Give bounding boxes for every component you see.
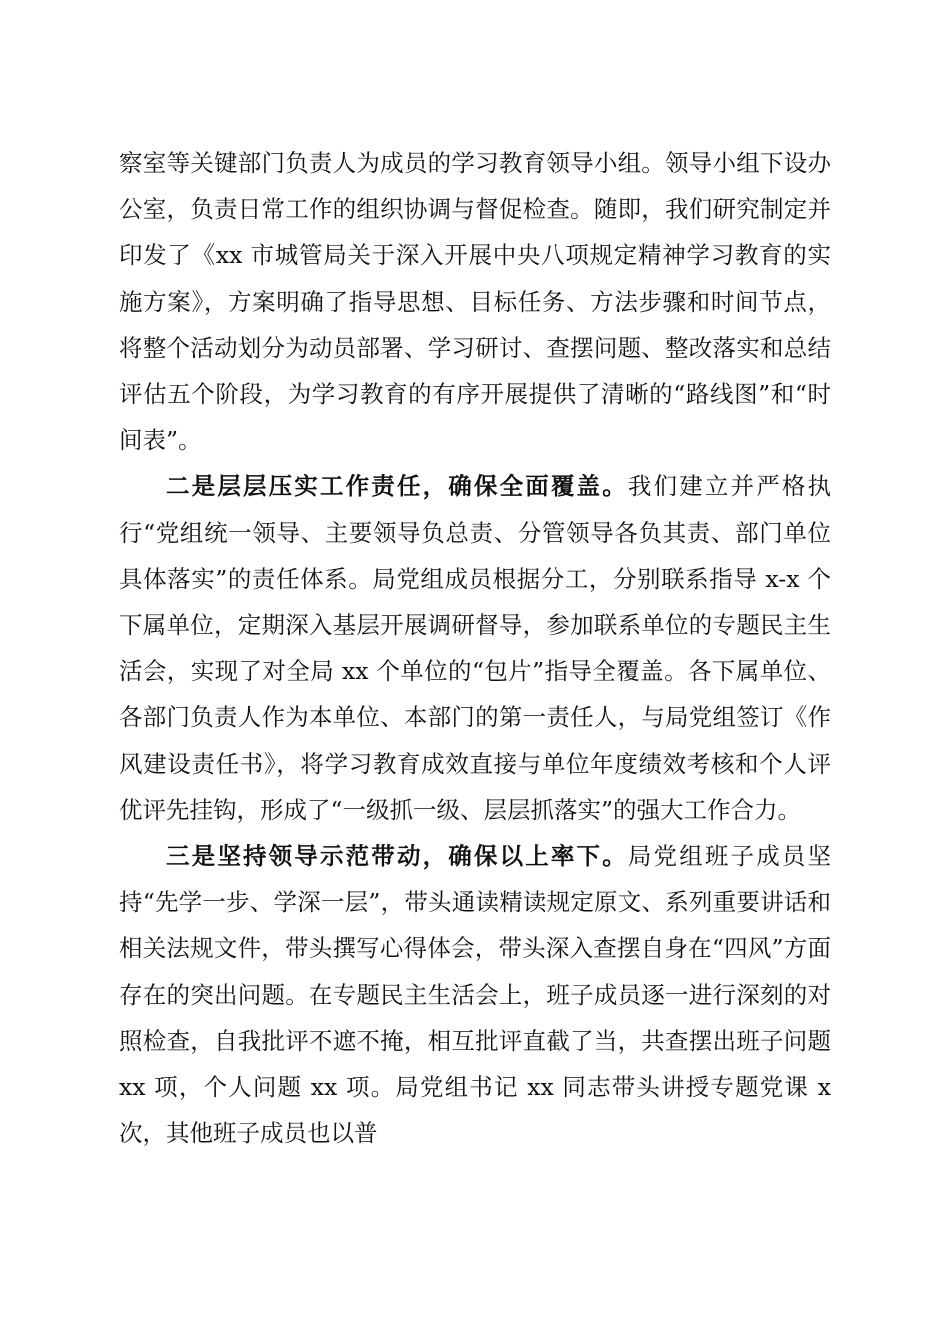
document-body [119, 140, 831, 1156]
paragraph-heading: 三是坚持领导示范带动，确保以上率下。 [166, 842, 628, 871]
paragraph-text: 察室等关键部门负责人为成员的学习教育领导小组。领导小组下设办公室，负责日常工作的组织协调与督促检查。随即，我们研究制定并印发了《xx 市城管局关于深入开展中央八项规定精神学习教育的实施方案》，方案明确了指导思想、目标任务、方法步骤和时间节点，将整个活动划分为动员部署、学习研讨、查摆问题、整改落实和总结评估五个阶段，为学习教育的有序开展提供了清晰的“路线图”和“时间表”。 [119, 149, 831, 455]
paragraph-leading-group [119, 140, 831, 463]
paragraph-text: 我们建立并严格执行“党组统一领导、主要领导负总责、分管领导各负其责、部门单位具体落实”的责任体系。局党组成员根据分工，分别联系指导 x-x 个下属单位，定期深入基层开展调研督导，参加联系单位的专题民主生活会，实现了对全局 xx 个单位的“包片”指导全覆盖。各下属单位、各部门负责人作为本单位、本部门的第一责任人，与局党组签订《作风建设责任书》，将学习教育成效直接与单位年度绩效考核和个人评优评先挂钩，形成了“一级抓一级、层层抓落实”的强大工作合力。 [119, 472, 832, 824]
paragraph-responsibility [119, 463, 831, 833]
paragraph-heading: 二是层层压实工作责任，确保全面覆盖。 [166, 472, 628, 501]
paragraph-text: 局党组班子成员坚持“先学一步、学深一层”，带头通读精读规定原文、系列重要讲话和相关法规文件，带头撰写心得体会，带头深入查摆自身在“四风”方面存在的突出问题。在专题民主生活会上，班子成员逐一进行深刻的对照检查，自我批评不遮不掩，相互批评直截了当，共查摆出班子问题 xx 项，个人问题 xx 项。局党组书记 xx 同志带头讲授专题党课 x 次，其他班子成员也以普 [119, 842, 832, 1148]
paragraph-leadership-example [119, 833, 831, 1156]
